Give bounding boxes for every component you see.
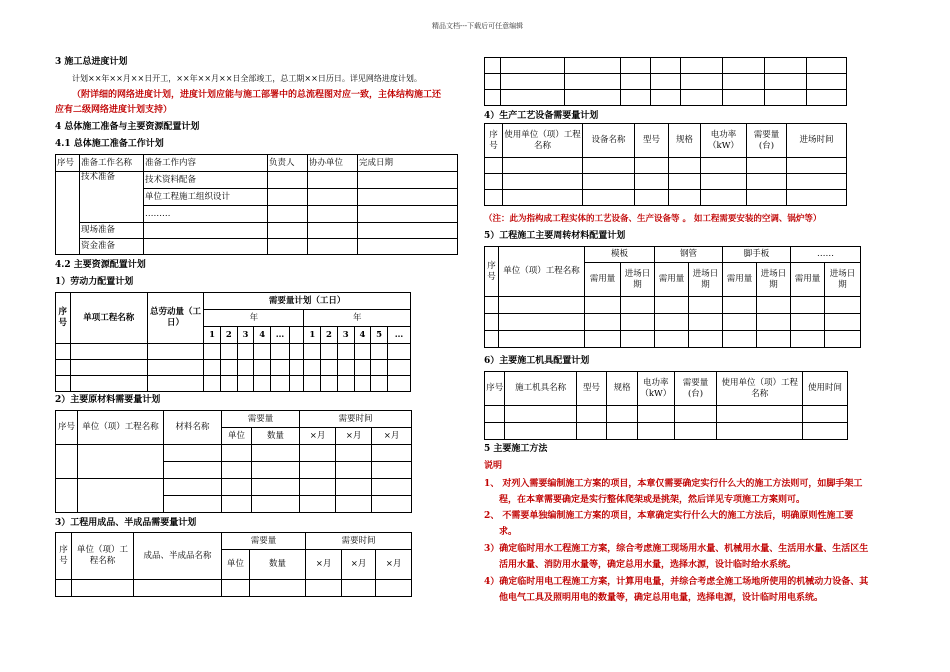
method-line: 2、 不需要单独编制施工方案的项目，本章确定实行什么大的施工方法后，明确原则性施工要 [484, 511, 854, 521]
product-plan-title: 3）工程用成品、半成品需要量计划 [55, 518, 197, 528]
mat-col-month: ×月 [372, 428, 412, 445]
site-prep-label: 现场准备 [80, 223, 144, 239]
prod-col-seq: 序号 [56, 533, 72, 580]
section-3-text: 计划××年××月××日开工，××年××月××日全部竣工，总工期××日历日。详见网络进度计划。 [72, 74, 422, 83]
equip-col-need: 需要量(台) [747, 124, 787, 158]
col-prep-name: 准备工作名称 [80, 155, 144, 172]
equip-col-seq: 序号 [485, 124, 503, 158]
section-5-title: 5 主要施工方法 [484, 444, 548, 454]
method-line: 3）确定临时用水工程施工方案，综合考虑施工现场用水量、机械用水量、生活用水量、生活区生 [484, 544, 869, 554]
col-finish-date: 完成日期 [358, 155, 458, 172]
mat-col-time: 需要时间 [300, 411, 412, 428]
equipment-plan-title: 4）生产工艺设备需要量计划 [484, 111, 599, 121]
equip-col-device: 设备名称 [583, 124, 635, 158]
mat-col-month: ×月 [336, 428, 372, 445]
prep-item: 技术资料配备 [144, 172, 268, 189]
equip-col-unit-proj: 使用单位（项）工程名称 [503, 124, 583, 158]
section-3-note-line2: 应有二级网络进度计划支持） [55, 105, 173, 115]
mach-col-unit-proj: 使用单位（项）工程名称 [717, 372, 803, 406]
fund-prep-label: 资金准备 [80, 239, 144, 255]
prod-col-month: ×月 [342, 550, 376, 580]
material-plan-table [55, 410, 412, 513]
col-prep-content: 准备工作内容 [144, 155, 268, 172]
turn-col-date: 进场日期 [621, 263, 655, 297]
labor-month: 4 [354, 327, 371, 344]
turn-group-scaffold-board: 脚手板 [723, 247, 791, 263]
section-5-label: 说明 [484, 461, 503, 471]
section-3-note-line1: （附详细的网络进度计划，进度计划应能与施工部署中的总流程图对应一致，主体结构施工还 [72, 90, 442, 100]
prod-col-time: 需要时间 [306, 533, 412, 550]
labor-year-2: 年 [304, 310, 411, 327]
mat-col-qty: 数量 [252, 428, 300, 445]
mach-col-need: 需要量(台) [674, 372, 717, 406]
equip-col-power: 电功率（kW） [701, 124, 747, 158]
col-co-unit: 协办单位 [308, 155, 358, 172]
method-line: 活用水量、消防用水量等，确定总用水量，选择水源，设计临时给水系统。 [499, 560, 797, 570]
mach-col-spec: 规格 [607, 372, 638, 406]
mat-col-unit: 单位 [222, 428, 252, 445]
turn-group-steel-pipe: 钢管 [655, 247, 723, 263]
equip-col-spec: 规格 [669, 124, 701, 158]
method-line: 程，在本章需要确定是实行整体爬架或是挑架，然后详见专项施工方案则可。 [499, 495, 806, 505]
prod-col-month: ×月 [376, 550, 412, 580]
turn-col-need: 需用量 [585, 263, 621, 297]
turn-col-need: 需用量 [655, 263, 689, 297]
turn-group-etc: …… [791, 247, 861, 263]
continued-table [484, 57, 847, 106]
prod-col-unit: 单位 [222, 550, 250, 580]
mat-col-name: 材料名称 [164, 411, 222, 445]
col-owner: 负责人 [268, 155, 308, 172]
labor-col-total: 总劳动量（工日） [147, 293, 203, 344]
prod-col-month: ×月 [306, 550, 342, 580]
turn-col-date: 进场日期 [689, 263, 723, 297]
mach-col-time: 使用时间 [803, 372, 848, 406]
turn-col-need: 需用量 [723, 263, 757, 297]
tech-prep-label: 技术准备 [80, 172, 144, 223]
labor-month: 2 [220, 327, 237, 344]
mach-col-seq: 序号 [485, 372, 505, 406]
machinery-plan-table [484, 371, 848, 440]
turn-col-unit-proj: 单位（项）工程名称 [499, 247, 585, 297]
equipment-plan-table [484, 123, 847, 206]
labor-col-plan: 需要量计划（工日） [204, 293, 411, 310]
method-line: 4）确定临时用电工程施工方案，计算用电量，并综合考虑全施工场地所使用的机械动力设备、其 [484, 577, 869, 587]
mat-col-seq: 序号 [56, 411, 78, 445]
section-4-2-title: 4.2 主要资源配置计划 [55, 260, 146, 270]
material-plan-title: 2）主要原材料需要量计划 [55, 395, 161, 405]
prep-item: ……… [144, 206, 268, 223]
section-3-title: 3 施工总进度计划 [55, 57, 128, 67]
labor-month: 1 [204, 327, 221, 344]
mach-col-name: 施工机具名称 [505, 372, 576, 406]
turnover-material-table [484, 246, 861, 348]
labor-col-seq: 序号 [56, 293, 71, 344]
labor-month: … [271, 327, 290, 344]
section-4-title: 4 总体施工准备与主要资源配置计划 [55, 122, 200, 132]
turn-col-seq: 序号 [485, 247, 499, 297]
labor-month: 4 [254, 327, 271, 344]
turn-col-date: 进场日期 [825, 263, 861, 297]
mach-col-model: 型号 [576, 372, 607, 406]
labor-year-1: 年 [204, 310, 304, 327]
labor-plan-table [55, 292, 411, 392]
labor-month: 2 [321, 327, 338, 344]
turn-group-formwork: 模板 [585, 247, 655, 263]
method-line: 他电气工具及照明用电的数量等，确定总用电量，选择电源，设计临时用电系统。 [499, 593, 824, 603]
method-line: 求。 [499, 527, 518, 537]
turn-col-date: 进场日期 [757, 263, 791, 297]
labor-month: 1 [304, 327, 321, 344]
turnover-plan-title: 5）工程施工主要周转材料配置计划 [484, 231, 626, 241]
labor-month: … [387, 327, 410, 344]
prod-col-unit-proj: 单位（项）工程名称 [72, 533, 134, 580]
col-seq: 序号 [56, 155, 80, 172]
equipment-note: （注：此为指构成工程实体的工艺设备、生产设备等 。 如工程需要安装的空调、锅炉等） [484, 214, 822, 224]
mach-col-power: 电功率（kW） [637, 372, 674, 406]
mat-col-unit-proj: 单位（项）工程名称 [78, 411, 164, 445]
turn-col-need: 需用量 [791, 263, 825, 297]
mat-col-month: ×月 [300, 428, 336, 445]
labor-month: 5 [371, 327, 388, 344]
machinery-plan-title: 6）主要施工机具配置计划 [484, 356, 590, 366]
labor-month: 3 [337, 327, 354, 344]
prep-work-table [55, 154, 458, 255]
equip-col-time: 进场时间 [787, 124, 847, 158]
section-4-1-title: 4.1 总体施工准备工作计划 [55, 139, 164, 149]
labor-month: 3 [237, 327, 254, 344]
prod-col-qty: 数量 [250, 550, 306, 580]
equip-col-model: 型号 [635, 124, 669, 158]
labor-plan-title: 1）劳动力配置计划 [55, 277, 134, 287]
prod-col-need: 需要量 [222, 533, 306, 550]
mat-col-need: 需要量 [222, 411, 300, 428]
prod-col-name: 成品、半成品名称 [134, 533, 222, 580]
page-header: 精品文档---下载后可任意编辑 [432, 22, 524, 30]
method-line: 1、 对列入需要编制施工方案的项目，本章仅需要确定实行什么大的施工方法则可，如脚手架工 [484, 479, 863, 489]
labor-col-name: 单项工程名称 [70, 293, 147, 344]
prep-item: 单位工程施工组织设计 [144, 189, 268, 206]
product-plan-table [55, 532, 412, 597]
